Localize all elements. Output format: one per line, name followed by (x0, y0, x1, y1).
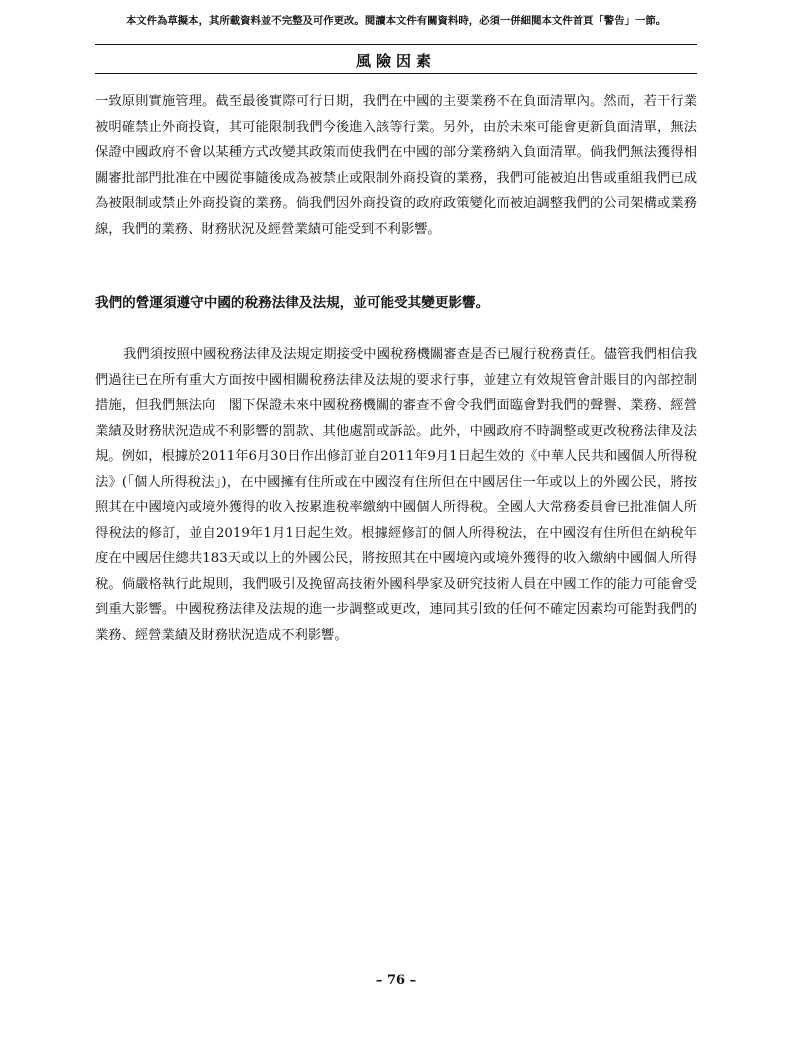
header-divider-top (95, 44, 697, 45)
section-title: 風險因素 (355, 52, 436, 70)
page-number: – 76 – (375, 973, 417, 988)
body-paragraph-continued: 一致原則實施管理。截至最後實際可行日期，我們在中國的主要業務不在負面清單內。然而，若干行業被明確禁止外商投資，其可能限制我們今後進入該等行業。另外，由於未來可能會更新負面清單，無法保證中國政府不會以某種方式改變其政策而使我們在中國的部分業務納入負面清單。倘我們無法獲得相關審批部門批准在中國從事隨後成為被禁止或限制外商投資的業務，我們可能被迫出售或重組我們已成為被限制或禁止外商投資的業務。倘我們因外商投資的政府政策變化而被迫調整我們的公司架構或業務線，我們的業務、財務狀況及經營業績可能受到不利影響。 (95, 94, 697, 237)
body-paragraph-tax: 我們須按照中國稅務法律及法規定期接受中國稅務機關審查是否已履行稅務責任。儘管我們相信我們過往已在所有重大方面按中國相關稅務法律及法規的要求行事，並建立有效規管會計賬目的內部控制措施，但我們無法向 閣下保證未來中國稅務機關的審查不會令我們面臨會對我們的聲譽、業務、經營業績及財務狀況造成不利影響的罰款、其他處罰或訴訟。此外，中國政府不時調整或更改稅務法律及法規。例如，根據於2011年6月30日作出修訂並自2011年9月1日起生效的《中華人民共和國個人所得稅法》(「個人所得稅法」)，在中國擁有住所或在中國沒有住所但在中國居住一年或以上的外國公民，將按照其在中國境內或境外獲得的收入按累進稅率繳納中國個人所得稅。全國人大常務委員會已批准個人所得稅法的修訂，並自2019年1月1日起生效。根據經修訂的個人所得稅法，在中國沒有住所但在納稅年度在中國居住總共183天或以上的外國公民，將按照其在中國境內或境外獲得的收入繳納中國個人所得稅。倘嚴格執行此規則，我們吸引及挽留高技術外國科學家及研究技術人員在中國工作的能力可能會受到重大影響。中國稅務法律及法規的進一步調整或更改，連同其引致的任何不確定因素均可能對我們的業務、經營業績及財務狀況造成不利影響。 (95, 347, 697, 643)
header-divider-bottom (95, 73, 697, 74)
risk-factor-heading: 我們的營運須遵守中國的稅務法律及法規，並可能受其變更影響。 (95, 295, 490, 311)
draft-notice: 本文件為草擬本，其所載資料並不完整及可作更改。閱讀本文件有關資料時，必須一併細閱本文件首頁「警告」一節。 (125, 15, 667, 27)
